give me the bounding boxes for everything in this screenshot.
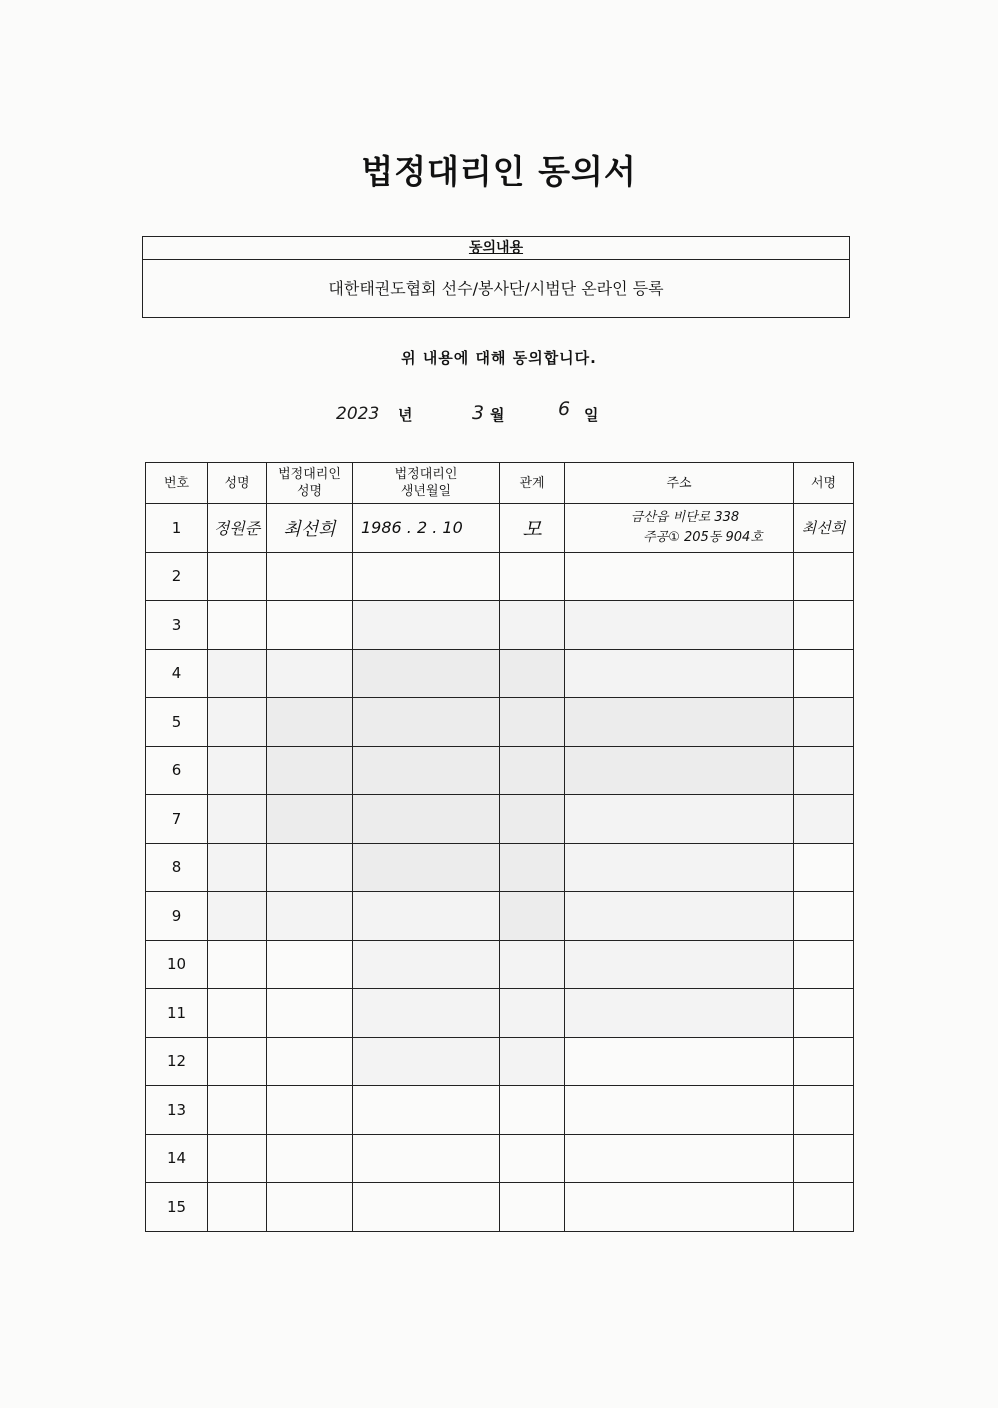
row-name: 정원준: [208, 504, 267, 553]
row-number: 8: [146, 843, 208, 892]
table-row: [146, 1086, 854, 1135]
table-row: [146, 843, 854, 892]
row-address: [565, 504, 794, 553]
agree-statement: 위 내용에 대해 동의합니다.: [401, 349, 597, 367]
registration-table: [145, 462, 854, 1232]
table-row: [146, 601, 854, 650]
header-address: 주소: [565, 463, 794, 504]
row-relation: 모: [500, 504, 565, 553]
table-row: [146, 1134, 854, 1183]
header-guardian-birth-line1: 법정대리인: [394, 467, 458, 482]
header-guardian-birth: [353, 463, 500, 504]
date-year-handwritten: 2023: [336, 404, 380, 424]
row-number: 14: [146, 1134, 208, 1183]
header-guardian-name: [267, 463, 353, 504]
header-name: 성명: [208, 463, 267, 504]
row-address-line1: 금산읍 비단로 338: [630, 509, 740, 525]
row-signature: 최선희: [794, 504, 854, 553]
date-month-handwritten: 3: [472, 402, 485, 424]
table-row: [146, 1183, 854, 1232]
header-no: 번호: [146, 463, 208, 504]
row-number: 4: [146, 649, 208, 698]
row-number: 6: [146, 746, 208, 795]
table-row: [146, 698, 854, 747]
row-number: 2: [146, 552, 208, 601]
header-relation: 관계: [500, 463, 565, 504]
date-year-label: 년: [398, 406, 413, 424]
header-signature: 서명: [794, 463, 854, 504]
table-row: [146, 504, 854, 553]
date-day-handwritten: 6: [558, 398, 571, 420]
row-address-line2: 주공① 205동 904호: [643, 529, 763, 545]
table-row: [146, 552, 854, 601]
row-number: 1: [146, 504, 208, 553]
table-row: [146, 746, 854, 795]
table-row: [146, 795, 854, 844]
row-number: 10: [146, 940, 208, 989]
consent-header: [143, 237, 849, 260]
row-number: 12: [146, 1037, 208, 1086]
row-guardian-name: 최선희: [267, 504, 353, 553]
header-guardian-name-line2: 성명: [296, 484, 323, 499]
header-guardian-name-line1: 법정대리인: [278, 467, 341, 482]
row-number: 15: [146, 1183, 208, 1232]
table-header-row: [146, 463, 854, 504]
consent-content-box: [142, 236, 850, 318]
row-number: 9: [146, 892, 208, 941]
table-row: [146, 1037, 854, 1086]
consent-body: 대한태권도협회 선수/봉사단/시범단 온라인 등록: [328, 279, 664, 298]
table-row: [146, 649, 854, 698]
table-row: [146, 989, 854, 1038]
date-row: [0, 396, 998, 430]
consent-header-text: 동의내용: [468, 240, 524, 256]
table-row: [146, 892, 854, 941]
row-number: 13: [146, 1086, 208, 1135]
row-number: 5: [146, 698, 208, 747]
header-guardian-birth-line2: 생년월일: [400, 484, 452, 499]
row-number: 11: [146, 989, 208, 1038]
row-number: 3: [146, 601, 208, 650]
date-month-label: 월: [490, 406, 505, 424]
document-title: 법정대리인 동의서: [361, 152, 637, 191]
row-number: 7: [146, 795, 208, 844]
date-day-label: 일: [584, 406, 599, 424]
table-row: [146, 940, 854, 989]
row-guardian-birth: 1986 . 2 . 10: [353, 504, 500, 553]
